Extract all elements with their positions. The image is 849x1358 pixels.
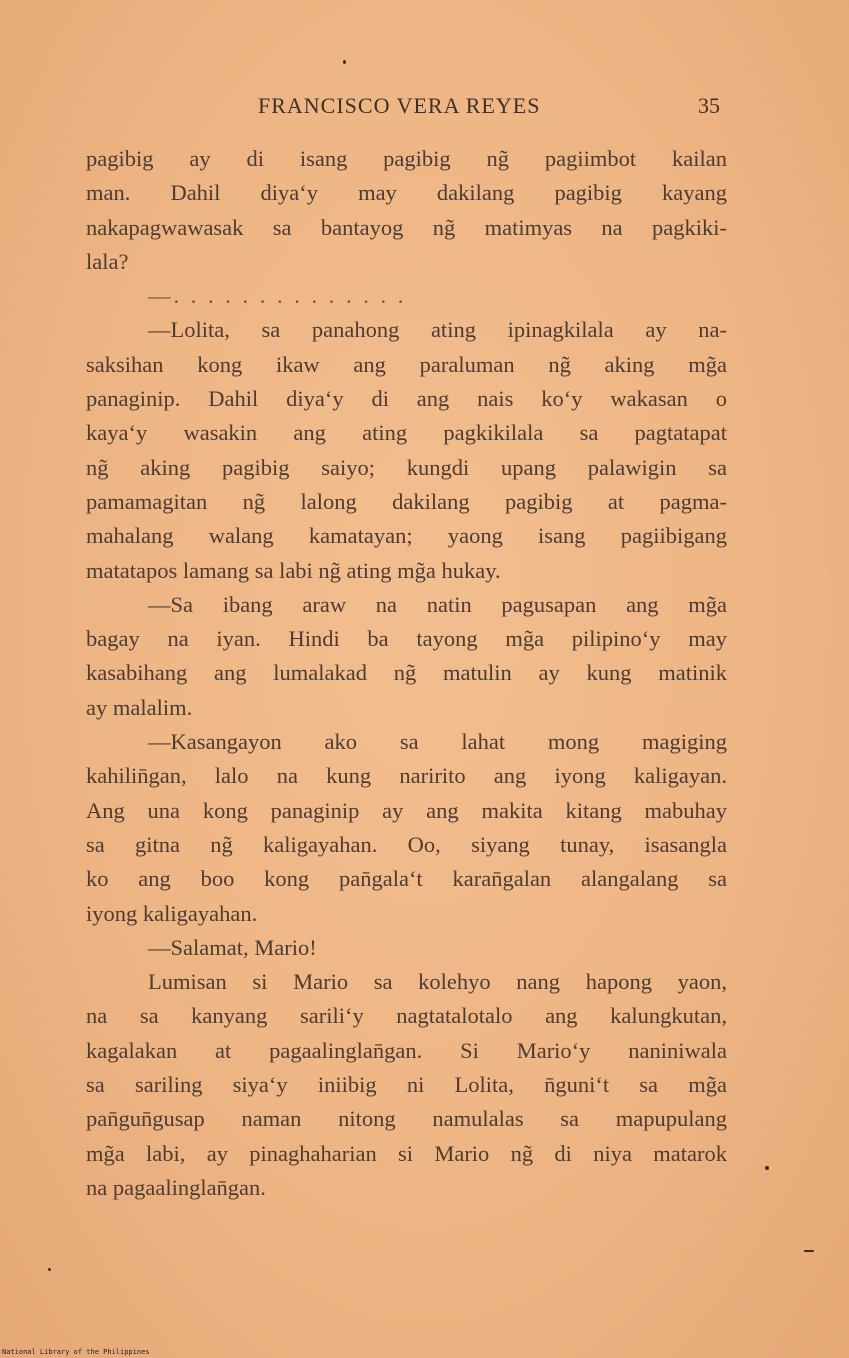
text-line: kaya‘y wasakin ang ating pagkikilala sa pagtatapat [86, 420, 727, 446]
page-header [0, 93, 849, 123]
text-line: mg̃a labi, ay pinaghaharian si Mario ng̃ di niya matarok [86, 1140, 727, 1166]
text-line: nakapagwawasak sa bantayog ng̃ matimyas na pagkiki- [86, 214, 727, 240]
text-line: bagay na iyan. Hindi ba tayong mg̃a pilipino‘y may [86, 626, 727, 652]
text-line: ng̃ aking pagibig saiyo; kungdi upang palawigin sa [86, 454, 727, 480]
text-line: iyong kaligayahan. [86, 900, 258, 926]
text-line: —Sa ibang araw na natin pagusapan ang mg̃a [148, 591, 727, 617]
text-line: man. Dahil diya‘y may dakilang pagibig kayang [86, 180, 727, 206]
text-line: saksihan kong ikaw ang paraluman ng̃ aking mg̃a [86, 351, 727, 377]
text-line: —Salamat, Mario! [148, 934, 317, 960]
text-line: Ang una kong panaginip ay ang makita kitang mabuhay [86, 797, 727, 823]
text-line: —. . . . . . . . . . . . . . [148, 283, 407, 309]
text-line: ko ang boo kong pan̄gala‘t karan̄galan alangalang sa [86, 866, 727, 892]
text-line: —Lolita, sa panahong ating ipinagkilala ay na- [148, 317, 727, 343]
library-credit: National Library of the Philippines [2, 1348, 150, 1356]
text-line: na pagaalinglan̄gan. [86, 1174, 266, 1200]
paper-speck [804, 1250, 814, 1252]
text-line: —Kasangayon ako sa lahat mong magiging [148, 729, 727, 755]
text-line: Lumisan si Mario sa kolehyo nang hapong yaon, [148, 969, 727, 995]
text-line: kagalakan at pagaalinglan̄gan. Si Mario‘y naniniwala [86, 1037, 727, 1063]
text-line: ay malalim. [86, 694, 193, 720]
body-text [86, 142, 727, 1205]
text-line: pan̄gun̄gusap naman nitong namulalas sa mapupulang [86, 1106, 727, 1132]
text-line: lala? [86, 248, 129, 274]
paper-speck [48, 1268, 51, 1271]
text-line: kasabihang ang lumalakad ng̃ matulin ay kung matinik [86, 660, 727, 686]
running-title: FRANCISCO VERA REYES [258, 93, 541, 118]
text-line: mahalang walang kamatayan; yaong isang pagiibigang [86, 523, 727, 549]
text-line: matatapos lamang sa labi ng̃ ating mg̃a hukay. [86, 557, 501, 583]
paper-speck [765, 1166, 769, 1170]
text-line: sa sariling siya‘y iniibig ni Lolita, n̄guni‘t sa mg̃a [86, 1072, 727, 1098]
page-number: 35 [698, 93, 720, 118]
text-line: kahilin̄gan, lalo na kung naririto ang iyong kaligayan. [86, 763, 727, 789]
text-line: pagibig ay di isang pagibig ng̃ pagiimbot kailan [86, 146, 727, 171]
text-line: na sa kanyang sarili‘y nagtatalotalo ang kalungkutan, [86, 1003, 727, 1029]
text-line: pamamagitan ng̃ lalong dakilang pagibig at pagma- [86, 488, 727, 514]
text-line: sa gitna ng̃ kaligayahan. Oo, siyang tunay, isasangla [86, 831, 727, 857]
text-line: panaginip. Dahil diya‘y di ang nais ko‘y wakasan o [86, 386, 727, 412]
paper-speck [343, 60, 346, 64]
